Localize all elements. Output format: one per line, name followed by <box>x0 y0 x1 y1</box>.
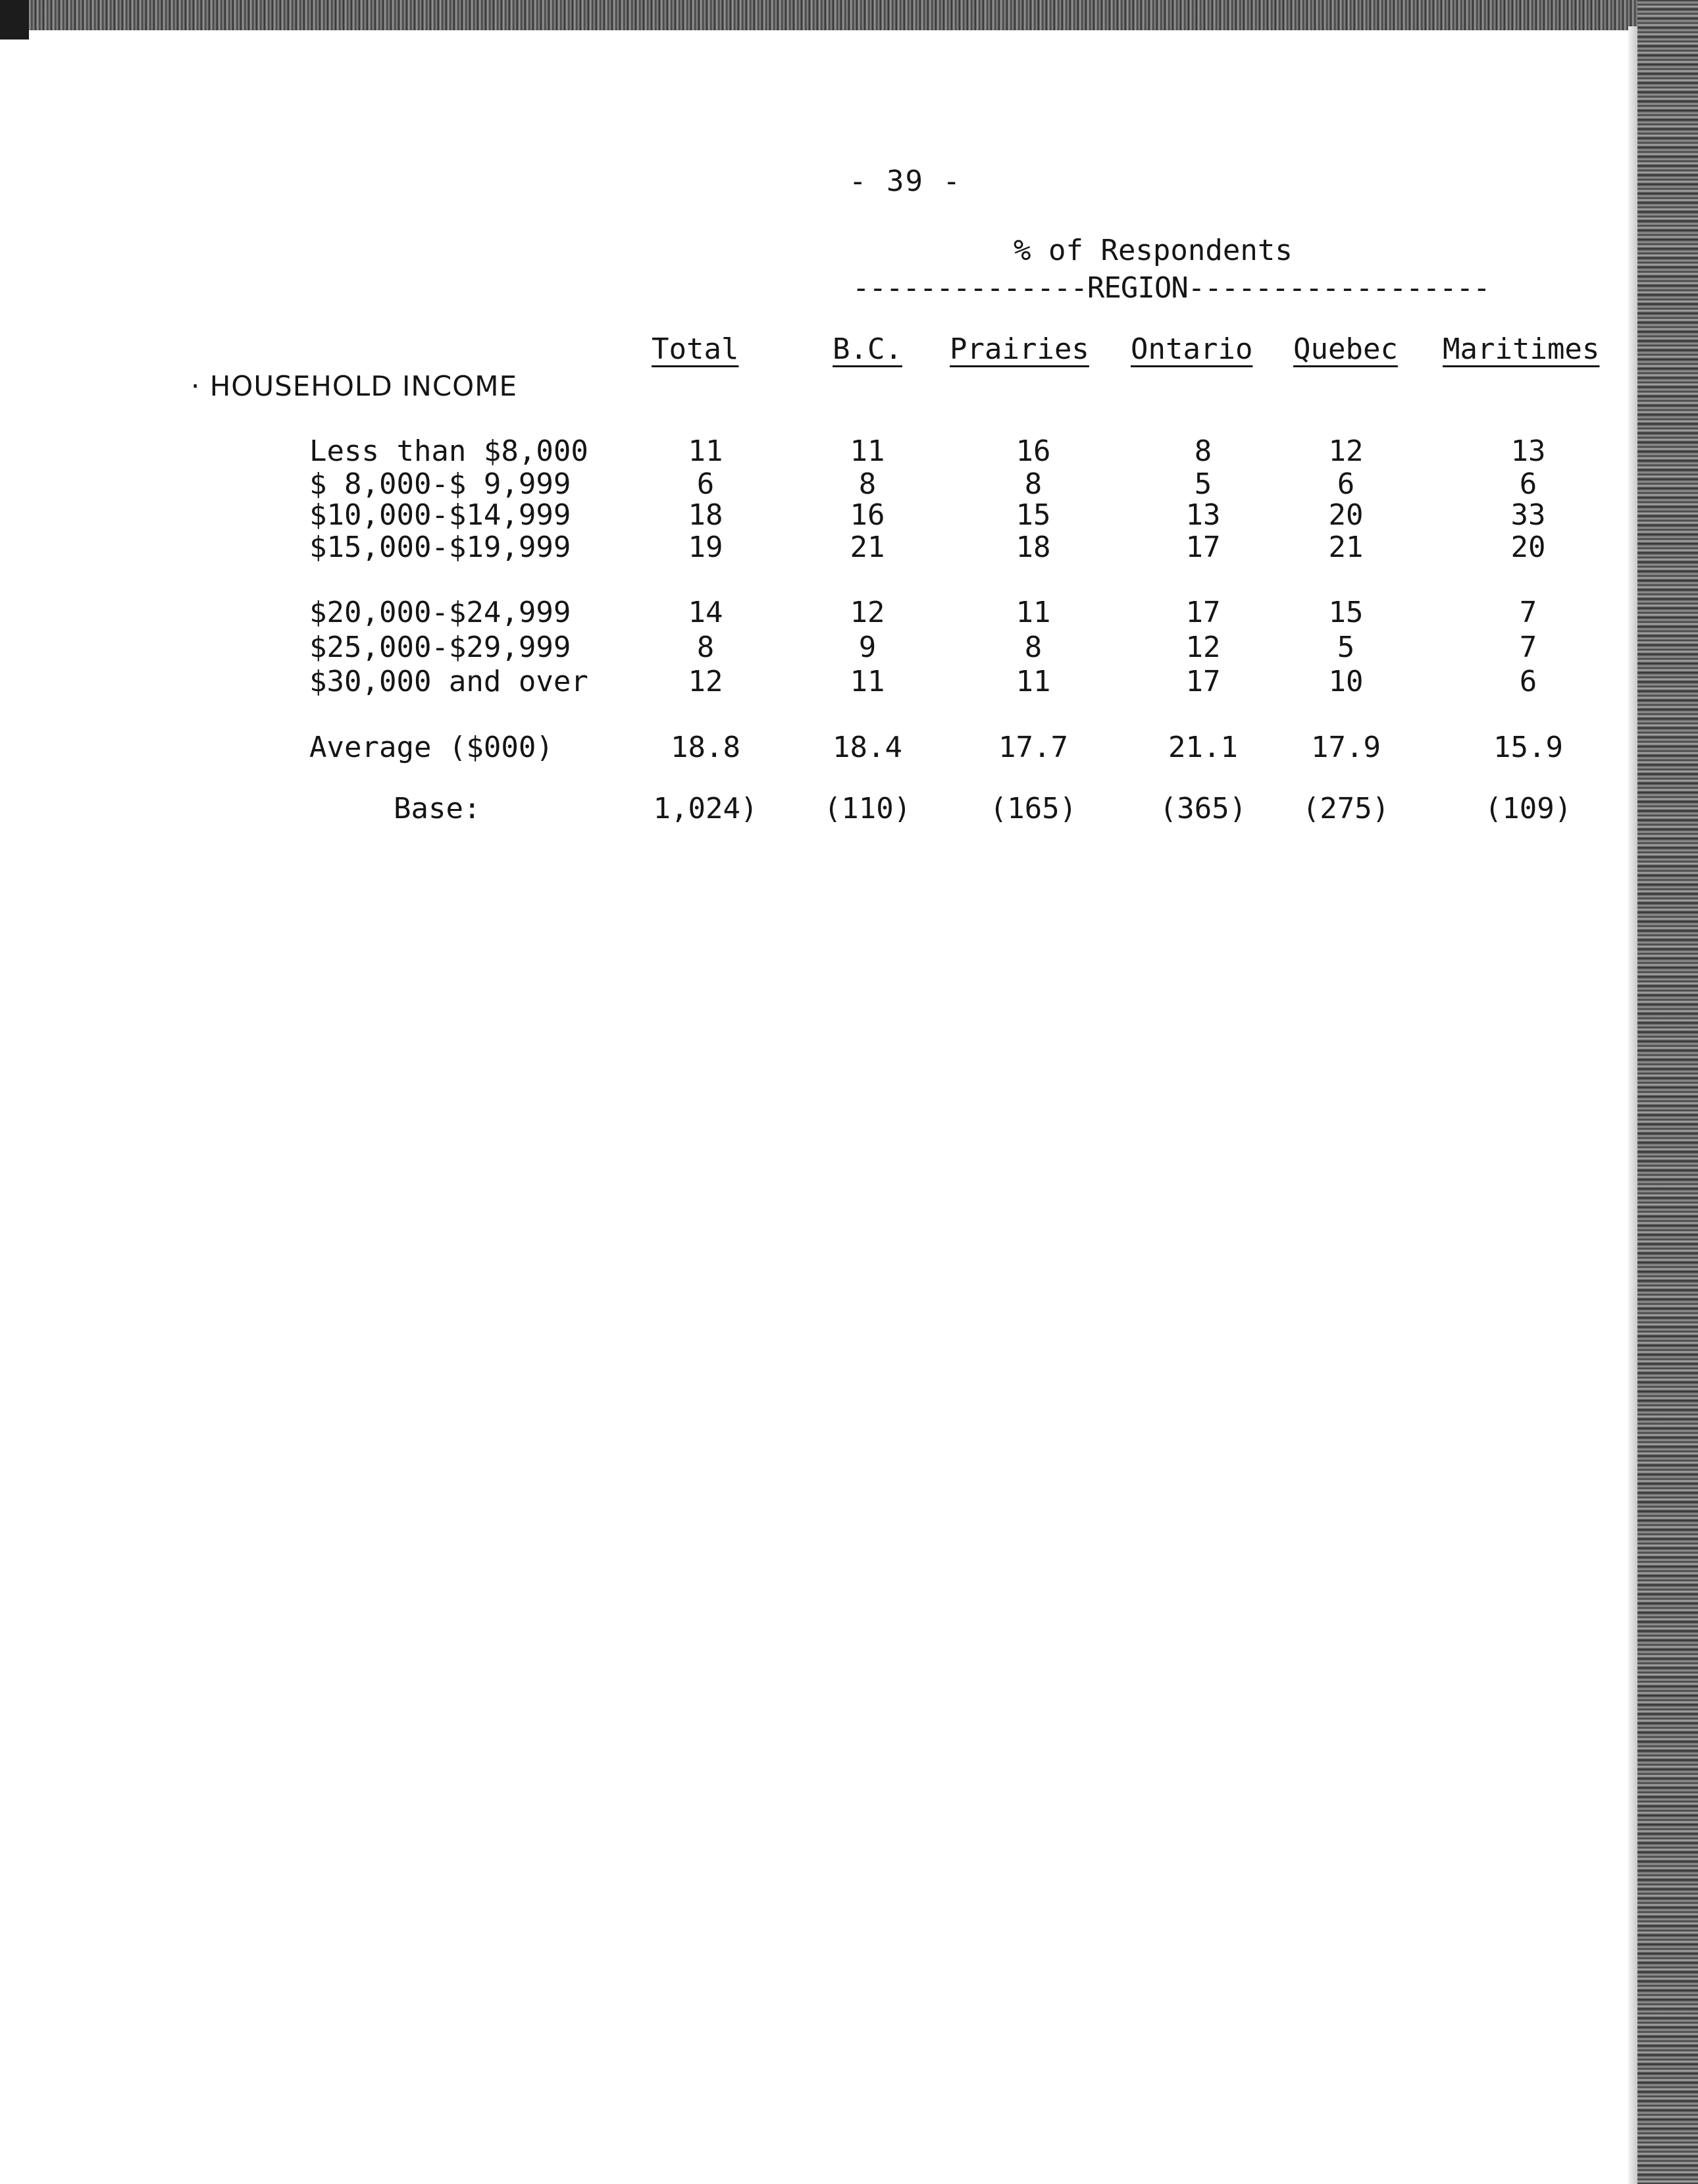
row-less-than-8000-maritimes-value: 13 <box>1510 434 1546 468</box>
row-30000-and-over-prairies-value: 11 <box>1016 665 1051 698</box>
row-less-than-8000-total-value: 11 <box>688 434 723 468</box>
row-20000-24999-quebec-value: 15 <box>1328 596 1364 629</box>
row-15000-19999-quebec-value: 21 <box>1328 531 1364 564</box>
column-header-ontario: Ontario <box>1131 332 1253 366</box>
row-10000-14999-bc-value: 16 <box>850 498 885 532</box>
row-20000-24999-prairies-value: 11 <box>1016 596 1051 629</box>
row-25000-29999-bc-value: 9 <box>858 631 877 664</box>
row-base-label: Base: <box>394 792 481 825</box>
row-average-maritimes-value: 15.9 <box>1493 731 1563 764</box>
row-average-quebec-value: 17.9 <box>1311 731 1381 764</box>
row-15000-19999-prairies-value: 18 <box>1016 531 1051 564</box>
page-edge-shadow <box>1628 26 1637 2184</box>
row-base-prairies-value: (165) <box>989 792 1077 825</box>
row-25000-29999-ontario-value: 12 <box>1185 631 1221 664</box>
section-label-household-income: · HOUSEHOLD INCOME <box>191 370 517 402</box>
column-header-maritimes: Maritimes <box>1443 332 1600 366</box>
row-base-maritimes-value: (109) <box>1484 792 1572 825</box>
row-30000-and-over-total-value: 12 <box>688 665 723 698</box>
row-8000-9999-label: $ 8,000-$ 9,999 <box>309 467 571 501</box>
row-25000-29999-label: $25,000-$29,999 <box>309 631 571 664</box>
row-25000-29999-prairies-value: 8 <box>1024 631 1042 664</box>
column-header-total: Total <box>652 332 739 366</box>
row-15000-19999-ontario-value: 17 <box>1185 531 1221 564</box>
row-20000-24999-label: $20,000-$24,999 <box>309 596 571 629</box>
row-base-bc-value: (110) <box>823 792 912 825</box>
row-average-total-value: 18.8 <box>671 731 740 764</box>
row-30000-and-over-quebec-value: 10 <box>1328 665 1364 698</box>
column-header-quebec: Quebec <box>1293 332 1398 366</box>
percent-respondents-header: % of Respondents <box>1014 234 1293 267</box>
row-average-ontario-value: 21.1 <box>1168 731 1238 764</box>
row-average-prairies-value: 17.7 <box>998 731 1068 764</box>
row-20000-24999-total-value: 14 <box>688 596 723 629</box>
scan-corner-mark <box>0 0 29 39</box>
row-8000-9999-total-value: 6 <box>696 467 715 501</box>
row-25000-29999-maritimes-value: 7 <box>1519 631 1537 664</box>
row-30000-and-over-maritimes-value: 6 <box>1519 665 1537 698</box>
row-base-total-value: 1,024) <box>653 792 758 825</box>
row-15000-19999-total-value: 19 <box>688 531 723 564</box>
row-25000-29999-quebec-value: 5 <box>1337 631 1355 664</box>
row-average-label: Average ($000) <box>309 731 553 764</box>
row-8000-9999-quebec-value: 6 <box>1337 467 1355 501</box>
region-header: --------------REGION------------------ <box>852 271 1490 305</box>
row-30000-and-over-ontario-value: 17 <box>1185 665 1221 698</box>
row-average-bc-value: 18.4 <box>833 731 902 764</box>
page-number: - 39 - <box>849 165 962 198</box>
row-20000-24999-maritimes-value: 7 <box>1519 596 1537 629</box>
row-base-ontario-value: (365) <box>1159 792 1247 825</box>
row-less-than-8000-ontario-value: 8 <box>1194 434 1212 468</box>
row-10000-14999-prairies-value: 15 <box>1016 498 1051 532</box>
row-15000-19999-label: $15,000-$19,999 <box>309 531 571 564</box>
row-8000-9999-bc-value: 8 <box>858 467 877 501</box>
row-8000-9999-maritimes-value: 6 <box>1519 467 1537 501</box>
row-8000-9999-ontario-value: 5 <box>1194 467 1212 501</box>
row-10000-14999-total-value: 18 <box>688 498 723 532</box>
scan-border-right <box>1637 0 1698 2184</box>
row-less-than-8000-prairies-value: 16 <box>1016 434 1051 468</box>
row-20000-24999-ontario-value: 17 <box>1185 596 1221 629</box>
row-less-than-8000-label: Less than $8,000 <box>309 434 588 468</box>
row-25000-29999-total-value: 8 <box>696 631 715 664</box>
row-10000-14999-quebec-value: 20 <box>1328 498 1364 532</box>
row-8000-9999-prairies-value: 8 <box>1024 467 1042 501</box>
row-base-quebec-value: (275) <box>1302 792 1390 825</box>
row-15000-19999-bc-value: 21 <box>850 531 885 564</box>
row-less-than-8000-quebec-value: 12 <box>1328 434 1364 468</box>
row-10000-14999-maritimes-value: 33 <box>1510 498 1546 532</box>
row-10000-14999-label: $10,000-$14,999 <box>309 498 571 532</box>
column-header-bc: B.C. <box>833 332 902 366</box>
row-less-than-8000-bc-value: 11 <box>850 434 885 468</box>
row-30000-and-over-label: $30,000 and over <box>309 665 588 698</box>
row-20000-24999-bc-value: 12 <box>850 596 885 629</box>
row-10000-14999-ontario-value: 13 <box>1185 498 1221 532</box>
column-header-prairies: Prairies <box>950 332 1089 366</box>
row-30000-and-over-bc-value: 11 <box>850 665 885 698</box>
row-15000-19999-maritimes-value: 20 <box>1510 531 1546 564</box>
scan-border-top <box>0 0 1698 30</box>
